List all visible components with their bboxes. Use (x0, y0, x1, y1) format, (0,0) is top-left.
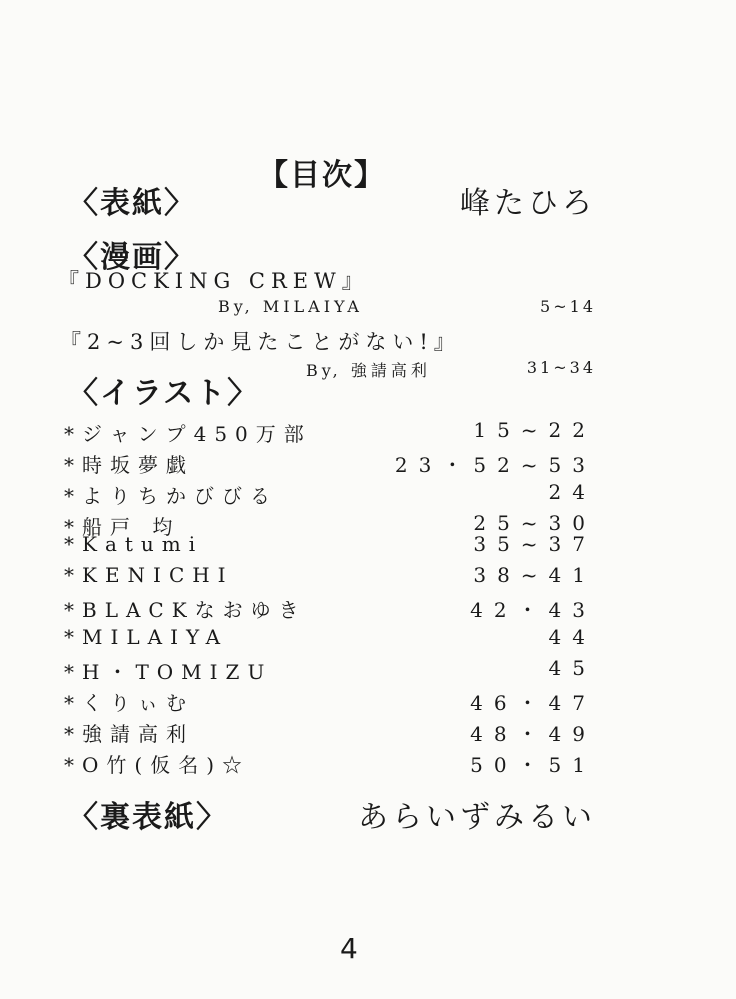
cover-artist: 峰たひろ (460, 186, 596, 221)
cover-label: 〈表紙〉 (68, 186, 196, 221)
back-cover-artist: あらいずみるい (358, 800, 596, 835)
illust-pages: 48・49 (470, 722, 596, 746)
illust-name: *KENICHI (64, 563, 234, 587)
illust-pages: 45 (548, 656, 596, 680)
illust-pages: 35~37 (473, 532, 596, 556)
illust-pages: 25~30 (473, 511, 596, 535)
illust-name: *船戸 均 (64, 515, 181, 539)
illust-name: *くりぃむ (64, 691, 194, 715)
illust-name: *時坂夢戯 (64, 453, 194, 477)
illust-name: *強請高利 (64, 722, 194, 746)
manga-author-2: By, 強請高利 (306, 361, 431, 380)
illust-label: 〈イラスト〉 (68, 376, 260, 411)
illust-pages: 42・43 (470, 598, 596, 622)
illust-name: *よりちかびびる (64, 484, 278, 508)
illust-pages: 46・47 (470, 691, 596, 715)
manga-pages-2: 31~34 (526, 358, 596, 377)
toc-title: 【目次】 (258, 158, 386, 193)
illust-name: *O竹(仮名)☆ (64, 753, 251, 777)
illust-pages: 23・52~53 (394, 453, 596, 477)
illust-pages: 15~22 (473, 418, 596, 442)
manga-title-2: 『2~3回しか見たことがない!』 (60, 330, 461, 354)
illust-name: *Katumi (64, 532, 204, 556)
illust-pages: 24 (548, 480, 596, 504)
manga-title-1: 『DOCKING CREW』 (58, 269, 369, 293)
manga-author-1: By, MILAIYA (218, 297, 363, 316)
manga-label: 〈漫画〉 (68, 240, 196, 275)
illust-pages: 50・51 (470, 753, 596, 777)
illust-name: *BLACKなおゆき (64, 598, 307, 622)
illust-pages: 44 (548, 625, 596, 649)
back-cover-label: 〈裏表紙〉 (68, 800, 228, 835)
illust-name: *H・TOMIZU (64, 660, 273, 684)
page-number: 4 (340, 932, 358, 965)
illust-pages: 38~41 (473, 563, 596, 587)
illust-name: *MILAIYA (64, 625, 229, 649)
illust-name: *ジャンプ450万部 (64, 422, 312, 446)
manga-pages-1: 5~14 (540, 297, 596, 316)
